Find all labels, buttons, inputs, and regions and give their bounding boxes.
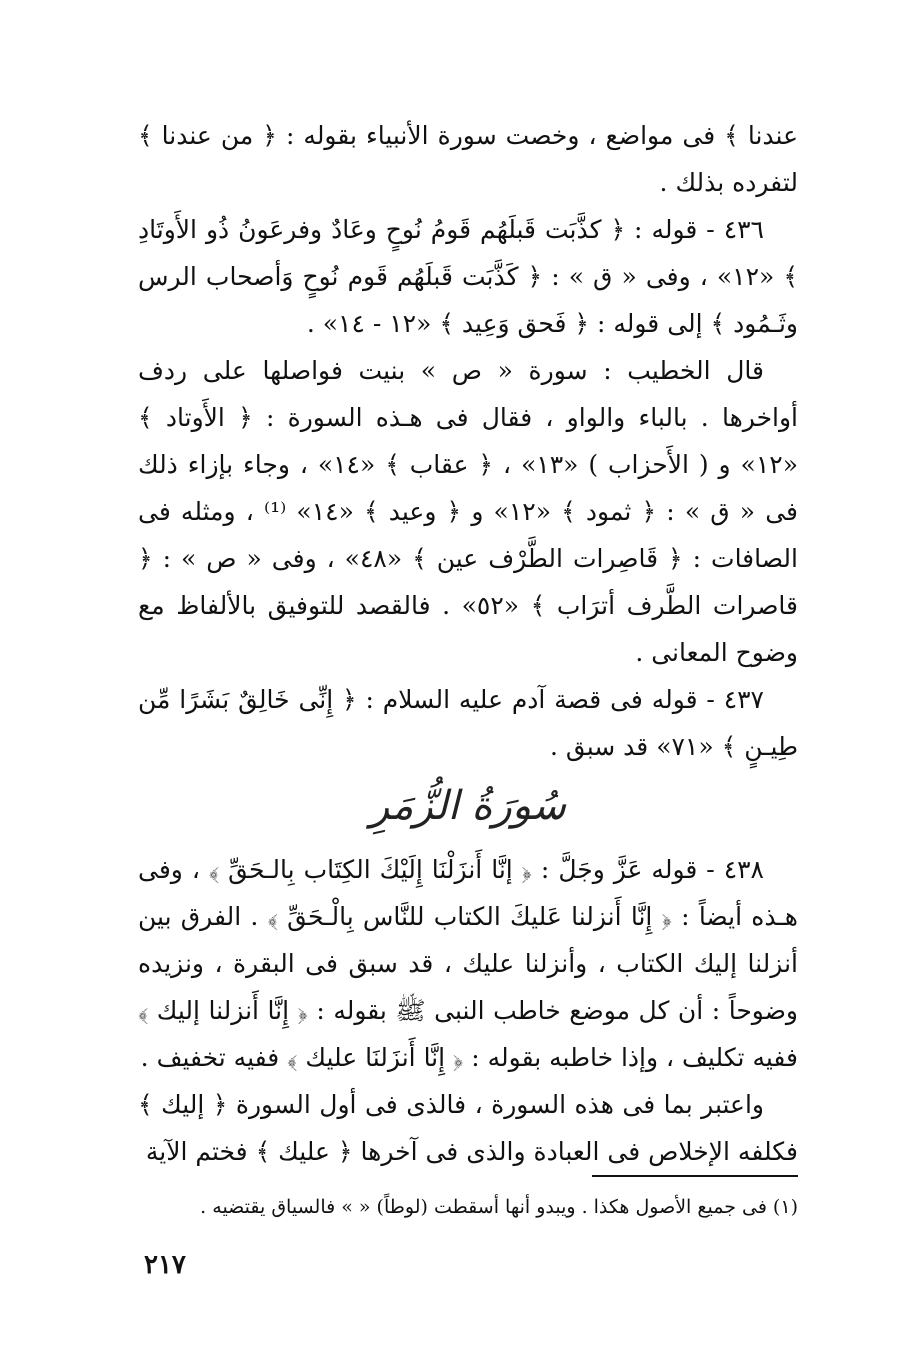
paragraph-436: ٤٣٦ - قوله : ﴿ كذَّبَت قَبلَهُم قَومُ نُوحٍ وعَادٌ وفرعَونُ ذُو الأَوتَادِ ﴾ «١٢» ، وفى « ق » : ﴿ كَذَّبَت قَبلَهُم قَوم نُوحٍ وَأصحاب الرس وثَـمُود ﴾ إلى قوله : ﴿ فَحق وَعِيد ﴾ «١٢ - ١٤» . [138, 215, 799, 338]
footnote: (١) فى جميع الأصول هكذا . ويبدو أنها أسقطت (لوطاً) « » فالسياق يقتضيه . [200, 1196, 798, 1218]
paragraph-1: عندنا ﴾ فى مواضع ، وخصت سورة الأنبياء بقوله : ﴿ من عندنا ﴾ لتفرده بذلك . [138, 121, 798, 197]
paragraph-438: ٤٣٨ - قوله عَزَّ وجَلَّ : ﴿ إنَّا أَنزَلْنَا إِلَيْكَ الكِتَاب بِالـحَقِّ ﴾ ، وفى هـذه أيضاً : ﴿ إِنَّا أَنزلنا عَليكَ الكتاب للنَّاس بِالْـحَقِّ ﴾ . الفرق بين أنزلنا إليك الكتاب ، وأنزلنا عليك ، قد سبق فى البقرة ، ونزيده وضوحاً : أن كل موضع خاطب النبى ﷺ بقوله : ﴿ إِنَّا أَنزلنا إليك ﴾ ففيه تكليف ، وإذا خاطبه بقوله : ﴿ إِنَّا أَنزَلنَا عليك ﴾ ففيه تخفيف . [138, 855, 798, 1072]
footnote-divider [592, 1175, 798, 1177]
surah-title: سُورَةُ الزُّمَرِ [369, 783, 567, 829]
page-number: ٢١٧ [144, 1250, 186, 1280]
paragraph-itabar: واعتبر بما فى هذه السورة ، فالذى فى أول السورة ﴿ إليك ﴾ فكلفه الإخلاص فى العبادة والذى فى آخرها ﴿ عليك ﴾ فختم الآية [138, 1090, 798, 1166]
paragraph-khatib: قال الخطيب : سورة « ص » بنيت فواصلها على ردف أواخرها . بالباء والواو ، فقال فى هـذه السورة : ﴿ الأَوتاد ﴾ «١٢» و ( الأَحزاب ) «١٣» ، ﴿ عقاب ﴾ «١٤» ، وجاء بإزاء ذلك فى « ق » : ﴿ ثمود ﴾ «١٢» و ﴿ وعيد ﴾ «١٤» ⁽¹⁾ ، ومثله فى الصافات : ﴿ قَاصِرات الطَّرْف عين ﴾ «٤٨» ، وفى « ص » : ﴿ قاصرات الطَّرف أترَاب ﴾ «٥٢» . فالقصد للتوفيق بالألفاظ مع وضوح المعانى . [138, 356, 799, 667]
page-body [138, 112, 799, 1218]
paragraph-437: ٤٣٧ - قوله فى قصة آدم عليه السلام : ﴿ إِنِّى خَالِقٌ بَشَرًا مِّن طِيـنٍ ﴾ «٧١» قد سبق . [138, 685, 798, 761]
